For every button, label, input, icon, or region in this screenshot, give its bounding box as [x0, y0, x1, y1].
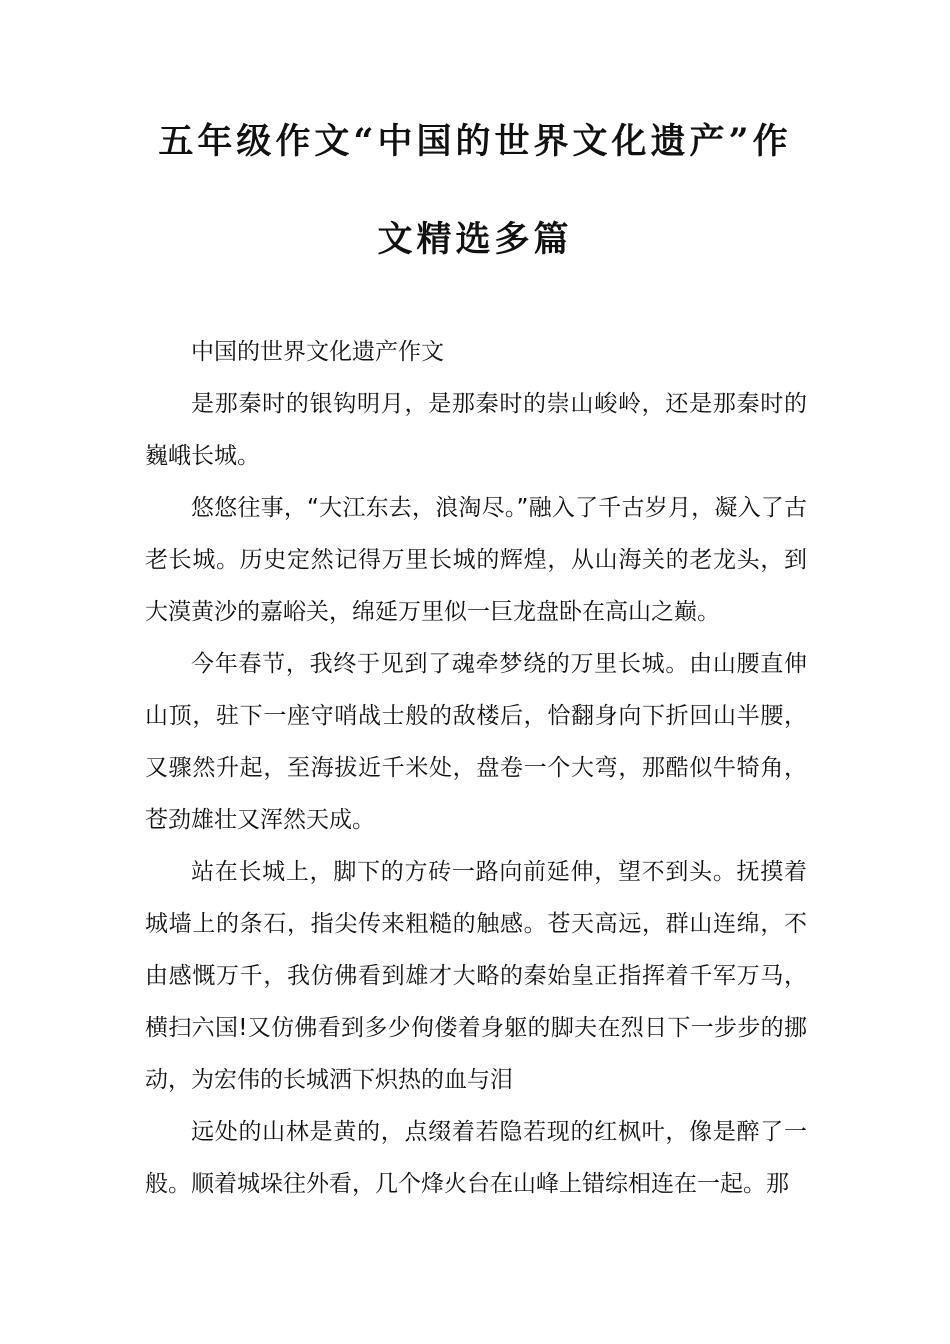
body-paragraph: 站在长城上，脚下的方砖一路向前延伸，望不到头。抚摸着城墙上的条石，指尖传来粗糙的触感。苍天高远，群山连绵，不由感慨万千，我仿佛看到雄才大略的秦始皇正指挥着千军万马，横扫六国!又仿佛看到多少佝偻着身躯的脚夫在烈日下一步步的挪动，为宏伟的长城洒下炽热的血与泪	[145, 859, 807, 1093]
body-paragraph: 是那秦时的银钩明月，是那秦时的崇山峻岭，还是那秦时的巍峨长城。	[145, 391, 807, 469]
document-body	[145, 326, 807, 1210]
body-paragraph-subtitle: 中国的世界文化遗产作文	[191, 339, 444, 365]
body-paragraph: 远处的山林是黄的，点缀着若隐若现的红枫叶，像是醉了一般。顺着城垛往外看，几个烽火台在山峰上错综相连在一起。那	[145, 1119, 807, 1197]
document-title-line-1: 五年级作文“中国的世界文化遗产”作	[158, 121, 792, 162]
body-paragraph: 今年春节，我终于见到了魂牵梦绕的万里长城。由山腰直伸山顶，驻下一座守哨战士般的敌楼后，恰翻身向下折回山半腰，又骤然升起，至海拔近千米处，盘卷一个大弯，那酷似牛犄角，苍劲雄壮又浑然天成。	[145, 651, 807, 833]
document-title-line-2: 文精选多篇	[377, 219, 573, 260]
body-paragraph: 悠悠往事，“大江东去，浪淘尽。”融入了千古岁月，凝入了古老长城。历史定然记得万里长城的辉煌，从山海关的老龙头，到大漠黄沙的嘉峪关，绵延万里似一巨龙盘卧在高山之巅。	[145, 495, 807, 625]
